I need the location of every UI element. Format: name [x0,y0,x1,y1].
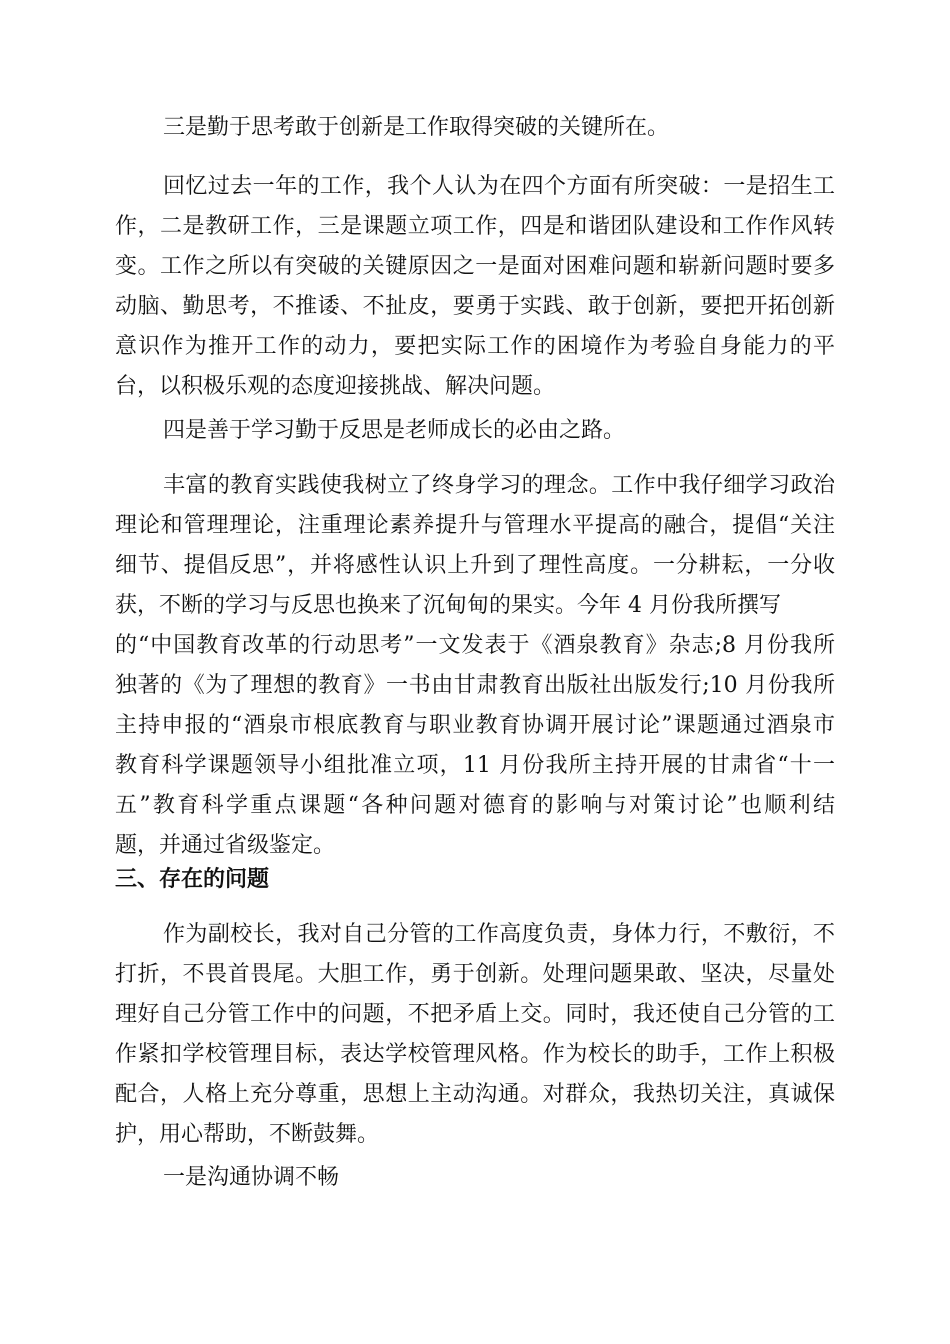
paragraph-point-four [115,411,835,451]
paragraph-review [115,167,835,407]
text-line: 作紧扣学校管理目标，表达学校管理风格。作为校长的助手，工作上积极 [115,1042,835,1067]
text-line: 作为副校长，我对自己分管的工作高度负责，身体力行，不敷衍，不 [163,922,835,947]
text-line: 变。工作之所以有突破的关键原因之一是面对困难问题和崭新问题时要多 [115,254,835,279]
text-line: 三是勤于思考敢于创新是工作取得突破的关键所在。 [163,115,670,140]
text-line: 回忆过去一年的工作，我个人认为在四个方面有所突破：一是招生工 [163,174,835,199]
paragraph-point-three [115,108,835,148]
text-line: 获，不断的学习与反思也换来了沉甸甸的果实。今年 4 月份我所撰写 [115,593,781,618]
text-line: 教育科学课题领导小组批准立项，11 月份我所主持开展的甘肃省“十一 [115,753,835,778]
text-line: 护，用心帮助，不断鼓舞。 [115,1122,380,1147]
paragraph-learning [115,466,835,866]
text-line: 主持申报的“酒泉市根底教育与职业教育协调开展讨论”课题通过酒泉市 [115,713,835,738]
text-line: 配合，人格上充分尊重，思想上主动沟通。对群众，我热切关注，真诚保 [115,1082,835,1107]
paragraph-vice-principal [115,915,835,1155]
text-line: 丰富的教育实践使我树立了终身学习的理念。工作中我仔细学习政治 [163,473,835,498]
text-line: 独著的《为了理想的教育》一书由甘肃教育出版社出版发行;10 月份我所 [115,673,835,698]
text-line: 一是沟通协调不畅 [163,1165,340,1190]
text-line: 的“中国教育改革的行动思考”一文发表于《酒泉教育》杂志;8 月份我所 [115,633,835,658]
text-line: 作，二是教研工作，三是课题立项工作，四是和谐团队建设和工作作风转 [115,214,835,239]
text-line: 四是善于学习勤于反思是老师成长的必由之路。 [163,418,626,443]
section-heading [115,860,835,900]
text-line: 细节、提倡反思”，并将感性认识上升到了理性高度。一分耕耘，一分收 [115,553,835,578]
heading-text: 三、存在的问题 [115,867,270,892]
paragraph-point-one [115,1158,835,1198]
text-line: 台，以积极乐观的态度迎接挑战、解决问题。 [115,374,556,399]
text-line: 打折，不畏首畏尾。大胆工作，勇于创新。处理问题果敢、坚决，尽量处 [115,962,835,987]
text-line: 五”教育科学重点课题“各种问题对德育的影响与对策讨论”也顺利结 [115,793,835,818]
text-line: 动脑、勤思考，不推诿、不扯皮，要勇于实践、敢于创新，要把开拓创新 [115,294,835,319]
text-line: 题，并通过省级鉴定。 [115,833,336,858]
text-line: 理论和管理理论，注重理论素养提升与管理水平提高的融合，提倡“关注 [115,513,835,538]
text-line: 理好自己分管工作中的问题，不把矛盾上交。同时，我还使自己分管的工 [115,1002,835,1027]
text-line: 意识作为推开工作的动力，要把实际工作的困境作为考验自身能力的平 [115,334,835,359]
